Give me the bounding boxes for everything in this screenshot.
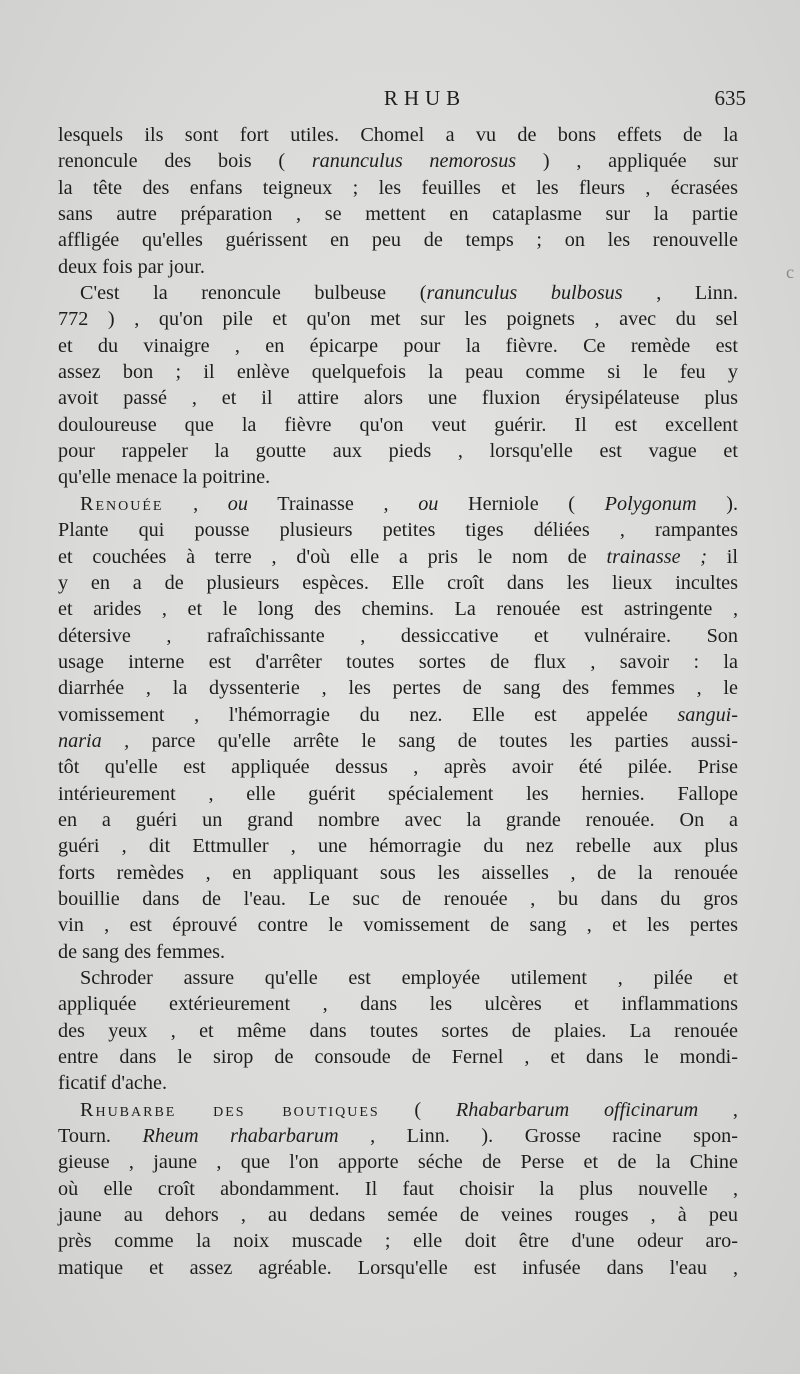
text-line <box>58 1149 738 1175</box>
text-segment: où elle croît abondamment. Il faut choisir la plus nouvelle , <box>58 1177 738 1200</box>
text-segment: avoit passé , et il attire alors une fluxion érysipélateuse plus <box>58 387 738 410</box>
text-line <box>58 1228 738 1254</box>
text-segment: affligée qu'elles guérissent en peu de temps ; on les renouvelle <box>58 229 738 252</box>
small-caps-text: Rhubarbe des boutiques <box>80 1098 380 1121</box>
text-line <box>58 385 738 411</box>
text-line <box>58 1255 738 1281</box>
text-line <box>58 175 738 201</box>
italic-text: ranunculus nemorosus <box>311 150 517 173</box>
running-head: RHUB <box>383 86 467 110</box>
text-line <box>58 728 738 754</box>
text-line <box>58 412 738 438</box>
text-segment: il <box>707 545 738 568</box>
text-line <box>58 596 738 622</box>
text-segment: ficatif d'ache. <box>58 1072 167 1095</box>
text-segment: gieuse , jaune , que l'on apporte séche de Perse et de la Chine <box>58 1151 738 1174</box>
text-segment: douloureuse que la fièvre qu'on veut guérir. Il est excellent <box>58 413 738 436</box>
text-line <box>58 570 738 596</box>
text-line <box>58 122 738 148</box>
text-line <box>58 1070 738 1096</box>
text-line <box>58 517 738 543</box>
text-line <box>58 227 738 253</box>
text-line <box>58 359 738 385</box>
text-segment: ( <box>379 1098 456 1121</box>
margin-mark: c <box>786 262 794 282</box>
text-segment: Plante qui pousse plusieurs petites tiges déliées , rampantes <box>58 519 738 542</box>
text-segment: assez bon ; il enlève quelquefois la peau comme si le feu y <box>58 361 738 384</box>
text-line <box>58 464 738 490</box>
text-segment: sans autre préparation , se mettent en cataplasme sur la partie <box>58 203 738 226</box>
text-segment: vin , est éprouvé contre le vomissement de sang , et les pertes <box>58 914 738 937</box>
text-segment: pour rappeler la goutte aux pieds , lorsqu'elle est vague et <box>58 440 738 463</box>
text-segment: intérieurement , elle guérit spécialement les hernies. Fallope <box>58 782 738 805</box>
text-line <box>58 754 738 780</box>
text-segment: jaune au dehors , au dedans semée de veines rouges , à peu <box>58 1204 738 1227</box>
text-segment: et arides , et le long des chemins. La renouée est astringente , <box>58 598 738 621</box>
text-segment: , <box>698 1098 738 1121</box>
body-text <box>58 122 738 1281</box>
italic-text: ou <box>418 492 439 515</box>
text-segment: ). <box>696 492 739 515</box>
text-segment: forts remèdes , en appliquant sous les aisselles , de la renouée <box>58 861 738 884</box>
text-segment: parce qu'elle arrête le sang de toutes les parties aussi- <box>129 729 738 752</box>
text-segment: y en a de plusieurs espèces. Elle croît dans les lieux incultes <box>58 571 738 594</box>
text-segment: renoncule des bois ( <box>58 150 312 173</box>
italic-text: Rheum rhabarbarum , <box>142 1125 376 1148</box>
text-segment: usage interne est d'arrêter toutes sortes de flux , savoir : la <box>58 650 738 673</box>
italic-text: ou <box>227 492 248 515</box>
text-segment: entre dans le sirop de consoude de Fernel , et dans le mondi- <box>58 1046 738 1069</box>
italic-text: Polygonum <box>604 492 697 515</box>
text-segment: en a guéri un grand nombre avec la grande renouée. On a <box>58 808 738 831</box>
text-line <box>58 148 738 174</box>
text-line <box>58 1018 738 1044</box>
text-segment: 772 ) , qu'on pile et qu'on met sur les poignets , avec du sel <box>58 308 738 331</box>
text-line <box>58 254 738 280</box>
text-segment: appliquée extérieurement , dans les ulcères et inflammations <box>58 993 738 1016</box>
text-line <box>58 1044 738 1070</box>
text-segment: qu'elle menace la poitrine. <box>58 466 271 489</box>
text-segment: près comme la noix muscade ; elle doit être d'une odeur aro- <box>58 1230 738 1253</box>
text-line <box>58 1123 738 1149</box>
text-line <box>58 781 738 807</box>
text-segment: détersive , rafraîchissante , dessiccative et vulnéraire. Son <box>58 624 738 647</box>
italic-text: naria , <box>58 729 130 752</box>
text-segment: lesquels ils sont fort utiles. Chomel a vu de bons effets de la <box>58 124 738 146</box>
text-segment: et du vinaigre , en épicarpe pour la fièvre. Ce remède est <box>58 334 738 357</box>
text-segment: diarrhée , la dyssenterie , les pertes de sang des femmes , le <box>58 677 738 700</box>
text-line <box>58 1097 738 1123</box>
text-segment: Herniole ( <box>438 492 605 515</box>
text-segment: matique et assez agréable. Lorsqu'elle est infusée dans l'eau , <box>58 1256 738 1279</box>
text-segment: de sang des femmes. <box>58 940 226 963</box>
text-line <box>58 623 738 649</box>
text-line <box>58 1202 738 1228</box>
italic-text: Rhabarbarum officinarum <box>455 1098 699 1121</box>
page-header <box>60 86 750 116</box>
italic-text: sangui- <box>677 703 738 726</box>
text-segment: des yeux , et même dans toutes sortes de plaies. La renouée <box>58 1019 738 1042</box>
text-segment: bouillie dans de l'eau. Le suc de renouée , bu dans du gros <box>58 887 738 910</box>
text-line <box>58 912 738 938</box>
text-line <box>58 544 738 570</box>
text-segment: tôt qu'elle est appliquée dessus , après avoir été pilée. Prise <box>58 756 738 779</box>
text-line <box>58 702 738 728</box>
text-line <box>58 807 738 833</box>
text-line <box>58 939 738 965</box>
text-segment: deux fois par jour. <box>58 255 205 278</box>
text-line <box>58 280 738 306</box>
text-segment: , <box>163 492 228 515</box>
text-line <box>58 860 738 886</box>
text-line <box>58 991 738 1017</box>
text-line <box>58 1176 738 1202</box>
text-segment: guéri , dit Ettmuller , une hémorragie du nez rebelle aux plus <box>58 835 738 858</box>
text-line <box>58 438 738 464</box>
page-number: 635 <box>714 86 746 110</box>
text-line <box>58 491 738 517</box>
text-segment: C'est la renoncule bulbeuse ( <box>80 282 427 305</box>
italic-text: trainasse ; <box>606 545 708 568</box>
text-line <box>58 333 738 359</box>
italic-text: ranunculus bulbosus <box>426 282 623 305</box>
text-segment: vomissement , l'hémorragie du nez. Elle est appelée <box>58 703 678 726</box>
text-line <box>58 649 738 675</box>
text-line <box>58 886 738 912</box>
text-line <box>58 965 738 991</box>
text-line <box>58 675 738 701</box>
text-line <box>58 306 738 332</box>
text-segment: , Linn. <box>622 282 738 305</box>
text-segment: Trainasse , <box>247 492 419 515</box>
text-segment: ) , appliquée sur <box>516 150 739 173</box>
text-segment: la tête des enfans teigneux ; les feuilles et les fleurs , écrasées <box>58 176 738 199</box>
text-segment: Linn. ). Grosse racine spon- <box>375 1125 738 1148</box>
text-segment: Schroder assure qu'elle est employée utilement , pilée et <box>80 967 738 989</box>
text-line <box>58 201 738 227</box>
text-line <box>58 833 738 859</box>
text-segment: et couchées à terre , d'où elle a pris le nom de <box>58 545 607 568</box>
text-segment: Tourn. <box>58 1125 143 1148</box>
small-caps-text: Renouée <box>80 492 164 515</box>
